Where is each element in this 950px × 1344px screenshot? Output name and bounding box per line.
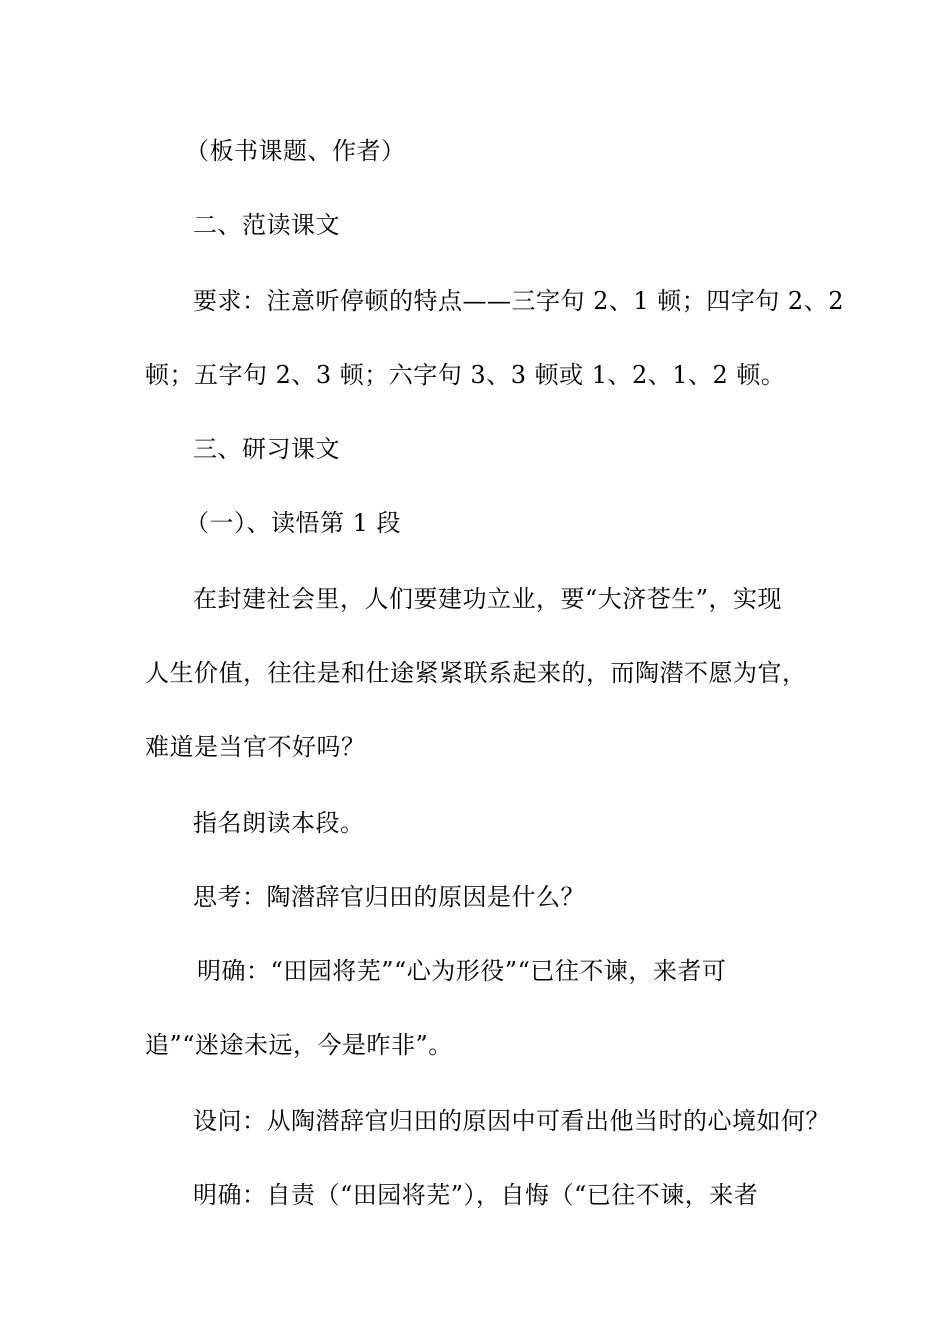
paragraph-intro-line1: 在封建社会里，人们要建功立业，要“大济苍生”，实现 <box>193 585 783 613</box>
subsection-heading-paragraph1: （一）、读悟第 1 段 <box>185 509 402 537</box>
section-heading-reading: 二、范读课文 <box>193 211 340 239</box>
blackboard-note: （板书课题、作者） <box>185 137 406 165</box>
paragraph-intro-line2: 人生价值，往往是和仕途紧紧联系起来的，而陶潜不愿为官， <box>145 659 807 687</box>
section-heading-study: 三、研习课文 <box>193 435 340 463</box>
paragraph-intro-line3: 难道是当官不好吗？ <box>145 733 366 761</box>
instruction-read-aloud: 指名朗读本段。 <box>193 809 365 837</box>
question-set: 设问：从陶潜辞官归田的原因中可看出他当时的心境如何？ <box>193 1107 830 1135</box>
answer-clarify-line1: 明确：“田园将芜”“心为形役”“已往不谏，来者可 <box>197 957 727 985</box>
question-think: 思考：陶潜辞官归田的原因是什么？ <box>193 883 585 911</box>
answer-clarify-line2: 追”“迷途未远，今是昨非”。 <box>145 1031 453 1059</box>
paragraph-requirement-line1: 要求：注意听停顿的特点——三字句 2、1 顿；四字句 2、2 <box>193 287 844 315</box>
answer-clarify-mood: 明确：自责（“田园将芜”），自悔（“已往不谏，来者 <box>193 1181 759 1209</box>
paragraph-requirement-line2: 顿；五字句 2、3 顿；六字句 3、3 顿或 1、2、1、2 顿。 <box>145 361 786 389</box>
